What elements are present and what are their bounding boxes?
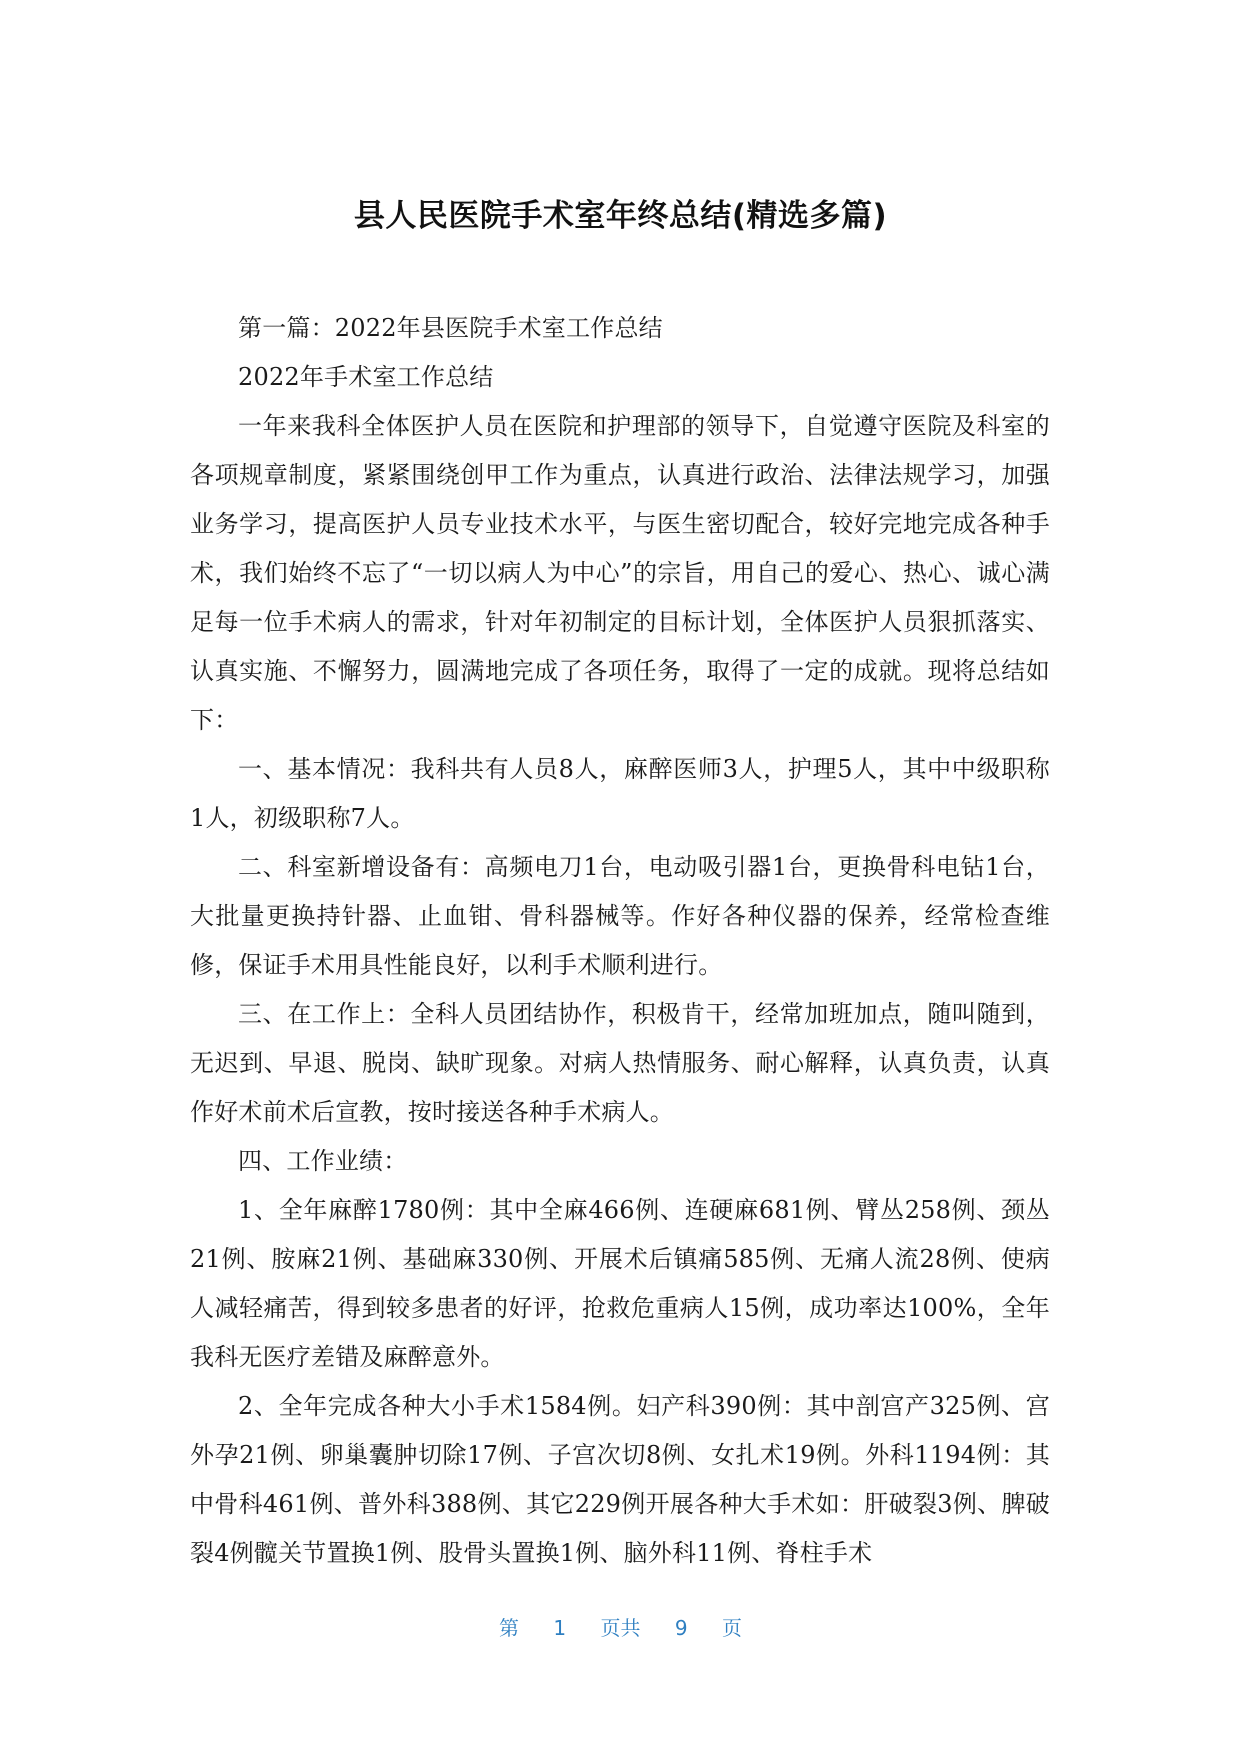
paragraph: 一年来我科全体医护人员在医院和护理部的领导下，自觉遵守医院及科室的各项规章制度，紧紧围绕创甲工作为重点，认真进行政治、法律法规学习，加强业务学习，提高医护人员专业技术水平，与医生密切配合，较好完地完成各种手术，我们始终不忘了“一切以病人为中心”的宗旨，用自己的爱心、热心、诚心满足每一位手术病人的需求，针对年初制定的目标计划，全体医护人员狠抓落实、认真实施、不懈努力，圆满地完成了各项任务，取得了一定的成就。现将总结如下： [190, 412, 1050, 734]
document-title: 县人民医院手术室年终总结(精选多篇) [353, 198, 888, 234]
footer-prefix: 第 [499, 1616, 520, 1640]
document-body [190, 304, 1050, 1578]
current-page-number: 1 [553, 1616, 567, 1640]
paragraph: 四、工作业绩： [238, 1147, 408, 1175]
total-page-count: 9 [674, 1616, 688, 1640]
footer-middle: 页共 [600, 1616, 641, 1640]
footer-suffix: 页 [721, 1616, 742, 1640]
paragraph: 一、基本情况：我科共有人员8人，麻醉医师3人，护理5人，其中中级职称1人，初级职称7人。 [190, 755, 1050, 832]
paragraph: 1、全年麻醉1780例：其中全麻466例、连硬麻681例、臂丛258例、颈丛21例、胺麻21例、基础麻330例、开展术后镇痛585例、无痛人流28例、使病人减轻痛苦，得到较多患者的好评，抢救危重病人15例，成功率达100%，全年我科无医疗差错及麻醉意外。 [190, 1196, 1050, 1371]
paragraph: 二、科室新增设备有：高频电刀1台，电动吸引器1台，更换骨科电钻1台，大批量更换持针器、止血钳、骨科器械等。作好各种仪器的保养，经常检查维修，保证手术用具性能良好，以利手术顺利进行。 [190, 853, 1050, 979]
paragraph: 2022年手术室工作总结 [238, 363, 494, 391]
paragraph: 2、全年完成各种大小手术1584例。妇产科390例：其中剖宫产325例、宫外孕21例、卵巢囊肿切除17例、子宫次切8例、女扎术19例。外科1194例：其中骨科461例、普外科388例、其它229例开展各种大手术如：肝破裂3例、脾破裂4例髋关节置换1例、股骨头置换1例、脑外科11例、脊柱手术 [190, 1392, 1050, 1567]
paragraph: 三、在工作上：全科人员团结协作，积极肯干，经常加班加点，随叫随到，无迟到、早退、脱岗、缺旷现象。对病人热情服务、耐心解释，认真负责，认真作好术前术后宣教，按时接送各种手术病人。 [190, 1000, 1050, 1126]
page-footer [0, 1612, 1241, 1641]
paragraph: 第一篇：2022年县医院手术室工作总结 [238, 314, 663, 342]
